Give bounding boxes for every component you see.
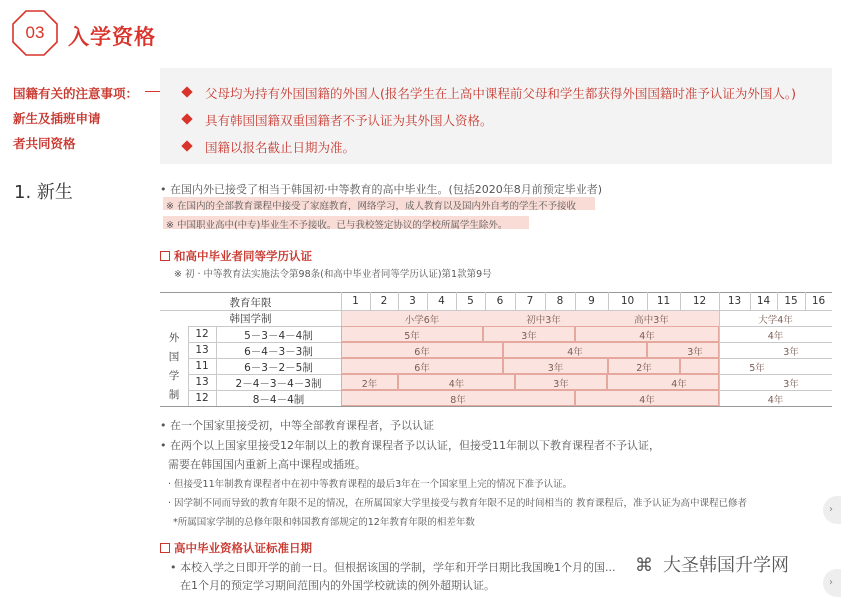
after-table-line-2: • 在两个以上国家里接受12年制以上的教育课程者予以认证，但接受11年制以下教育课程者不予认证， [160, 439, 660, 452]
segment-label: 8年 [450, 395, 466, 406]
foreign-label-char: 学 [168, 370, 180, 382]
segment-label: 5年 [404, 331, 420, 342]
segment-label: 4年 [767, 395, 784, 406]
row-system: 2－4－3－4－3制 [235, 378, 322, 390]
segment-label: 3年 [687, 347, 703, 358]
row-system: 6－3－2－5制 [244, 362, 313, 374]
after-table-line-5: · 因学制不同而导致的教育年限不足的情况，在所属国家大学里接受与教育年限不足的时间相当的 教育课程后，准予认证为高中课程已修者 [168, 498, 748, 509]
segment-label: 2年 [636, 363, 652, 374]
year-header-cell: 12 [692, 295, 707, 307]
segment-label: 3年 [783, 347, 799, 358]
foreign-label-char: 国 [168, 351, 180, 363]
after-table-line-3: 需要在韩国国内重新上高中课程或插班。 [168, 458, 366, 471]
notes-label-line-3: 者共同资格 [13, 136, 76, 151]
year-header-cell: 10 [620, 295, 635, 307]
year-header-cell: 5 [467, 295, 474, 307]
grad-date-line-1: • 本校入学之日即开学的前一日。但根据该国的学制，学年和开学日期比我国晚1个月的国... [170, 561, 616, 574]
korea-system-label: 韩国学制 [229, 313, 272, 325]
section-number: 03 [25, 23, 45, 42]
chevron-right-icon: › [829, 504, 833, 515]
row-years: 13 [195, 344, 209, 356]
korea-segment: 大学4年 [758, 315, 793, 326]
row-years: 13 [195, 376, 209, 388]
foreign-label-char: 外 [168, 332, 180, 344]
chevron-right-icon: › [829, 577, 833, 588]
grad-date-title-text: 高中毕业资格认证标准日期 [174, 541, 312, 555]
segment-label: 4年 [567, 347, 583, 358]
cert-basis: ※ 初 · 中等教育法实施法令第98条(和高中毕业者同等学历认证)第1款第9号 [174, 269, 492, 280]
cert-title-text: 和高中毕业者同等学历认证 [174, 249, 312, 263]
next-page-button[interactable] [823, 496, 841, 524]
year-header-cell: 11 [656, 295, 671, 307]
segment-label: 5年 [749, 363, 765, 374]
after-table-line-4: · 但接受11年制教育课程者中在初中等教育课程的最后3年在一个国家里上完的情况下准予认证。 [168, 479, 573, 490]
year-header-cell: 15 [784, 295, 798, 307]
notes-label-line-2: 新生及插班申请 [13, 111, 101, 126]
korea-segment: 初中3年 [526, 315, 561, 326]
year-header-cell: 9 [588, 295, 595, 307]
section-1-title: 1. 新生 [14, 182, 73, 203]
scroll-button[interactable] [823, 569, 841, 597]
table-top-border [160, 292, 832, 293]
row-years: 12 [195, 392, 209, 404]
year-header-cell: 14 [756, 295, 771, 307]
year-header-cell: 16 [811, 295, 826, 307]
after-table-line-1: • 在一个国家里接受初，中等全部教育课程者，予以认证 [160, 419, 434, 432]
segment-label: 6年 [414, 347, 430, 358]
row-years: 11 [195, 360, 209, 372]
year-header-cell: 8 [556, 295, 564, 307]
segment-label: 3年 [547, 363, 564, 374]
watermark-label: 大圣韩国升学网 [663, 555, 789, 576]
foreign-label-char: 制 [168, 389, 180, 401]
grad-date-title [160, 540, 312, 556]
note-item-3: 国籍以报名截止日期为准。 [205, 140, 356, 155]
year-header-cell: 7 [526, 295, 534, 307]
section-1-note-2: ※ 中国职业高中(中专)毕业生不予接收。已与我校签定协议的学校所属学生除外。 [166, 220, 508, 231]
checkbox-icon [160, 543, 170, 553]
row-system: 6－4－3－3制 [244, 346, 313, 358]
segment-label: 4年 [639, 331, 655, 342]
section-1-intro: • 在国内外已接受了相当于韩国初·中等教育的高中毕业生。(包括2020年8月前预定毕业者) [160, 183, 603, 196]
segment-label: 4年 [639, 395, 655, 406]
year-header-cell: 2 [380, 295, 388, 307]
segment-label: 6年 [414, 363, 430, 374]
segment-label: 4年 [448, 379, 465, 390]
segment-label: 2年 [361, 379, 378, 390]
wechat-logo-icon: ⌘ [635, 555, 653, 576]
note-item-2: 具有韩国国籍双重国籍者不予认证为其外国人资格。 [205, 113, 493, 128]
segment-label: 3年 [521, 331, 537, 342]
segment-label: 3年 [553, 379, 569, 390]
korea-segment: 小学6年 [404, 315, 440, 326]
year-header-cell: 1 [352, 295, 359, 307]
page-title: 入学资格 [68, 25, 156, 49]
row-system: 8－4－4制 [252, 394, 305, 406]
note-item-1: 父母均为持有外国国籍的外国人(报名学生在上高中课程前父母和学生都获得外国国籍时准予认证为外国人。) [205, 86, 797, 101]
grad-date-line-2: 在1个月的预定学习期间范围内的外国学校就读的例外超期认证。 [180, 579, 495, 592]
section-1-note-1: ※ 在国内的全部教育课程中接受了家庭教育，网络学习，成人教育以及国内外自考的学生不予接收 [166, 201, 576, 212]
year-header-cell: 6 [496, 295, 504, 307]
table-header-label: 教育年限 [229, 297, 272, 309]
year-header-cell: 4 [438, 295, 445, 307]
row-system: 5－3－4－4制 [244, 330, 313, 342]
row-years: 12 [195, 328, 209, 340]
segment-label: 3年 [783, 379, 799, 390]
year-header-cell: 3 [409, 295, 416, 307]
checkbox-icon [160, 251, 170, 261]
watermark-text [635, 551, 789, 577]
after-table-line-6: *所属国家学制的总修年限和韩国教育部规定的12年教育年限的相差年数 [173, 517, 475, 528]
year-header-cell: 13 [727, 295, 742, 307]
segment-box [680, 358, 719, 374]
korea-segment: 高中3年 [634, 315, 669, 326]
segment-label: 4年 [767, 331, 784, 342]
segment-label: 4年 [671, 379, 687, 390]
cert-title [160, 248, 312, 264]
notes-label-line-1: 国籍有关的注意事项： [13, 86, 139, 101]
